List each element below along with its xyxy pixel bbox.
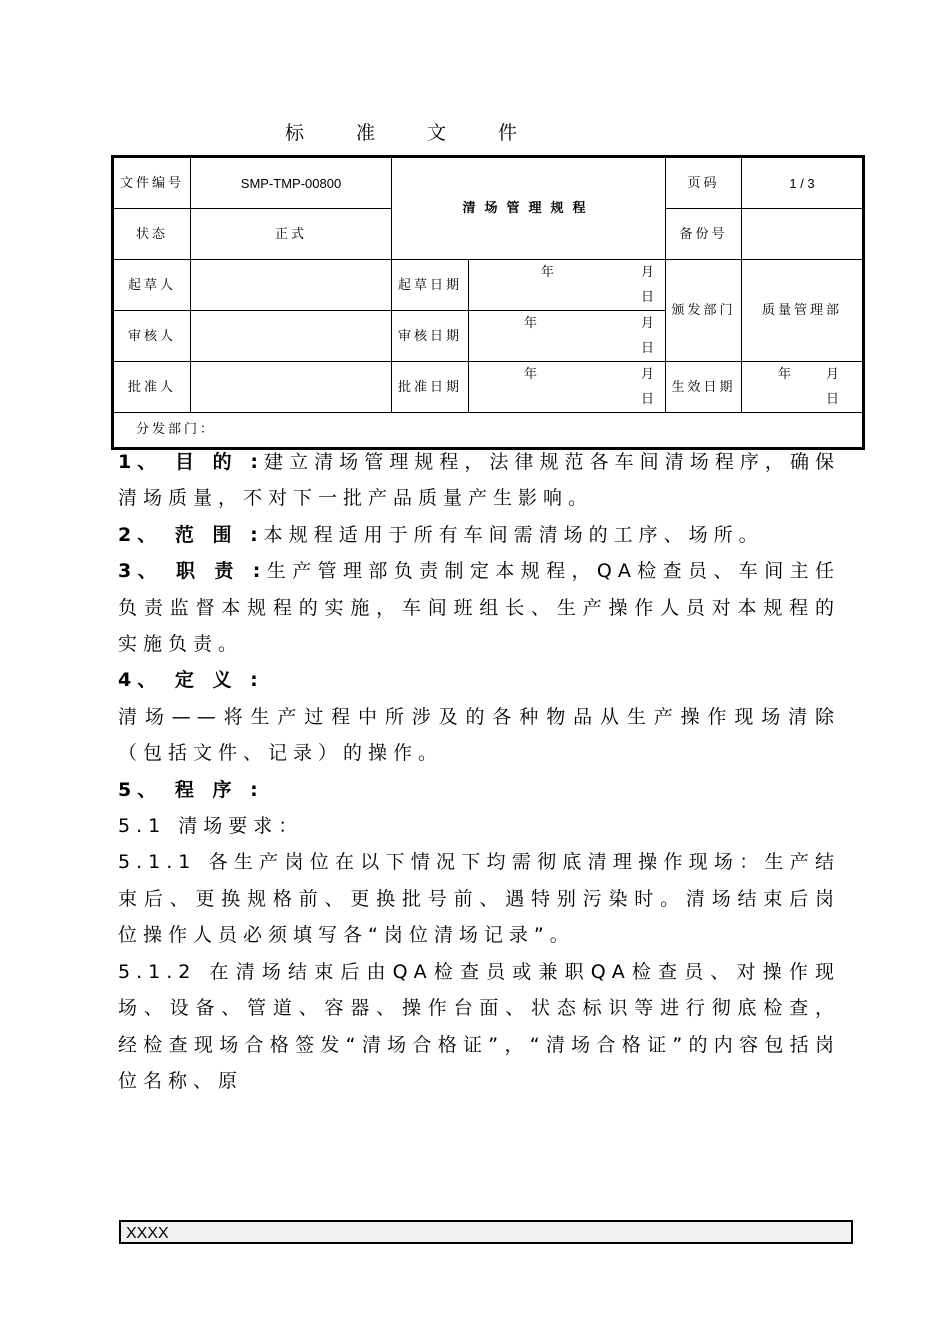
title-char: 准 xyxy=(356,122,376,144)
section-heading: 1、 目 的 : xyxy=(118,451,264,473)
day-label: 日 xyxy=(641,392,658,407)
issue-dept-label: 颁发部门 xyxy=(666,260,742,362)
section-heading: 3、 职 责 : xyxy=(118,560,267,583)
drafter-value xyxy=(191,260,392,311)
year-label: 年 xyxy=(524,367,541,382)
review-date-value xyxy=(469,311,666,362)
section-purpose xyxy=(118,444,840,517)
section-procedure xyxy=(118,772,840,808)
subsection-5-1-1 xyxy=(118,844,840,953)
title-char: 文 xyxy=(427,122,447,144)
section-responsibility xyxy=(118,553,840,662)
status-label: 状态 xyxy=(113,209,191,260)
distribution-label: 分发部门： xyxy=(113,413,864,449)
subsection-5-1 xyxy=(118,808,840,844)
page-value: 1 / 3 xyxy=(742,157,864,209)
year-label: 年 xyxy=(778,367,795,382)
paragraph-text: 5.1.1 各生产岗位在以下情况下均需彻底清理操作现场：生产结束后、更换规格前、更换批号前、遇特别污染时。清场结束后岗位操作人员必须填写各“岗位清场记录”。 xyxy=(118,851,840,947)
review-date-label: 审核日期 xyxy=(392,311,469,362)
section-text: 生产管理部负责制定本规程，QA检查员、车间主任负责监督本规程的实施，车间班组长、生产操作人员对本规程的实施负责。 xyxy=(118,560,840,656)
year-label: 年 xyxy=(524,316,541,331)
draft-date-value xyxy=(469,260,666,311)
backup-value xyxy=(742,209,864,260)
approver-value xyxy=(191,362,392,413)
drafter-label: 起草人 xyxy=(113,260,191,311)
footer-box: XXXX xyxy=(119,1220,853,1244)
section-heading: 4、 定 义 : xyxy=(118,669,264,692)
draft-date-label: 起草日期 xyxy=(392,260,469,311)
month-label: 月 xyxy=(641,265,658,280)
reviewer-value xyxy=(191,311,392,362)
section-heading: 5、 程 序 : xyxy=(118,778,264,801)
section-text: 建立清场管理规程，法律规范各车间清场程序，确保清场质量，不对下一批产品质量产生影响。 xyxy=(118,451,840,510)
paragraph-text: 清场——将生产过程中所涉及的各种物品从生产操作现场清除（包括文件、记录）的操作。 xyxy=(118,705,840,765)
effective-label: 生效日期 xyxy=(666,362,742,413)
title-char: 件 xyxy=(498,122,518,144)
day-label: 日 xyxy=(641,341,658,356)
reviewer-label: 审核人 xyxy=(113,311,191,362)
section-scope xyxy=(118,517,840,553)
doc-name: 清场管理规程 xyxy=(392,157,666,260)
status-value: 正式 xyxy=(191,209,392,260)
day-label: 日 xyxy=(826,392,843,407)
paragraph-text: 5.1.2 在清场结束后由QA检查员或兼职QA检查员、对操作现场、设备、管道、容器、操作台面、状态标识等进行彻底检查，经检查现场合格签发“清场合格证”，“清场合格证”的内容包括岗位名称、原 xyxy=(118,960,840,1092)
issue-dept-value: 质量管理部 xyxy=(742,260,864,362)
effective-date-value xyxy=(742,362,864,413)
title-char: 标 xyxy=(285,122,305,144)
paragraph-text: 5.1 清场要求： xyxy=(118,815,304,838)
subsection-5-1-2 xyxy=(118,954,840,1100)
month-label: 月 xyxy=(826,367,843,382)
approve-date-value xyxy=(469,362,666,413)
day-label: 日 xyxy=(641,290,658,305)
section-definition xyxy=(118,662,840,698)
file-no-label: 文件编号 xyxy=(113,157,191,209)
document-title xyxy=(285,118,569,145)
month-label: 月 xyxy=(641,367,658,382)
header-table xyxy=(111,155,865,450)
file-no-value: SMP-TMP-00800 xyxy=(191,157,392,209)
approve-date-label: 批准日期 xyxy=(392,362,469,413)
backup-label: 备份号 xyxy=(666,209,742,260)
definition-text xyxy=(118,699,840,772)
approver-label: 批准人 xyxy=(113,362,191,413)
month-label: 月 xyxy=(641,316,658,331)
section-heading: 2、 范 围 : xyxy=(118,523,264,546)
document-body xyxy=(118,444,840,1099)
section-text: 本规程适用于所有车间需清场的工序、场所。 xyxy=(263,523,764,546)
year-label: 年 xyxy=(541,265,558,280)
page-label: 页码 xyxy=(666,157,742,209)
